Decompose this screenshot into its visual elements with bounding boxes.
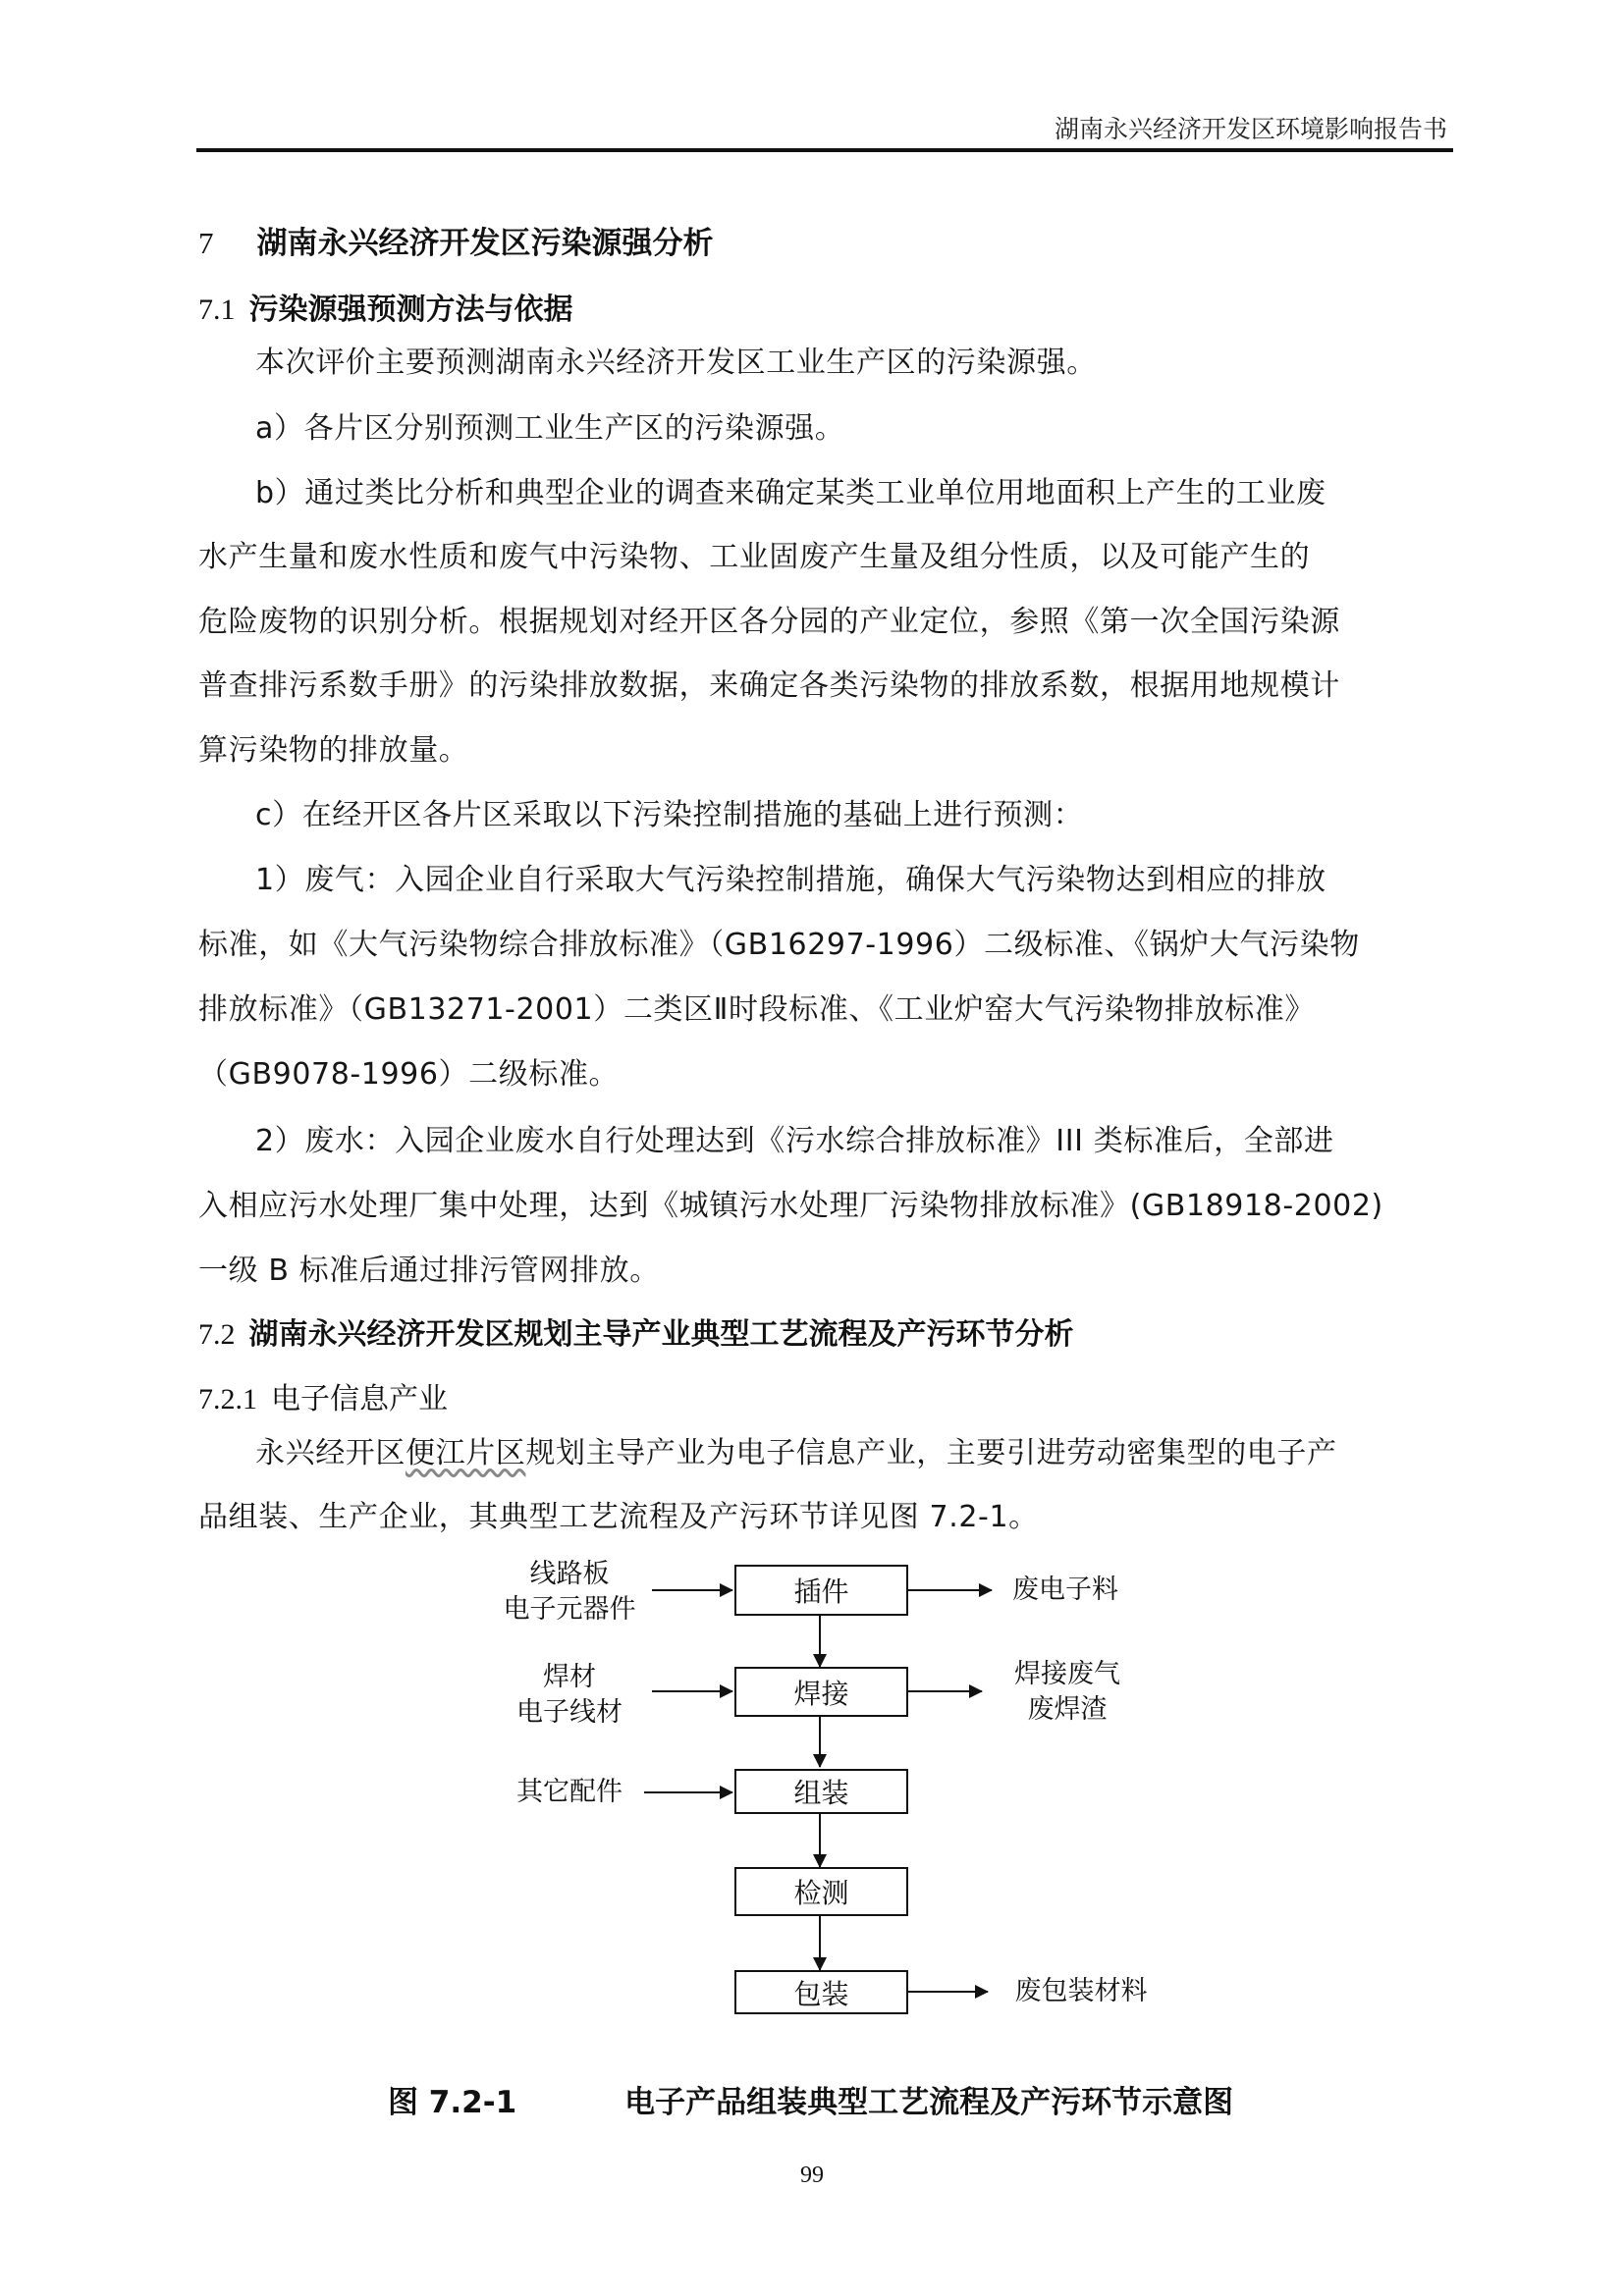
text-segment: 规划主导产业为电子信息产业，主要引进劳动密集型的电子产 [525, 1436, 1337, 1470]
paragraph-water-line: 入相应污水处理厂集中处理，达到《城镇污水处理厂污染物排放标准》(GB18918-2002) [198, 1189, 1383, 1223]
section-number: 7.2 [198, 1318, 236, 1351]
paragraph-b-line: 危险废物的识别分析。根据规划对经开区各分园的产业定位，参照《第一次全国污染源 [198, 605, 1340, 639]
paragraph-gas-line: 排放标准》（GB13271-2001）二类区Ⅱ时段标准、《工业炉窑大气污染物排放标准》 [198, 992, 1315, 1027]
paragraph-b-line: 普查排污系数手册》的污染排放数据，来确定各类污染物的排放系数，根据用地规模计 [198, 668, 1340, 703]
paragraph-c: c）在经开区各片区采取以下污染控制措施的基础上进行预测： [255, 798, 1084, 832]
flow-step-insertion: 插件 [734, 1565, 908, 1616]
paragraph-gas-line: 1）废气：入园企业自行采取大气污染控制措施，确保大气污染物达到相应的排放 [255, 863, 1326, 897]
page-number: 99 [800, 2163, 824, 2188]
figure-label: 图 7.2-1 [388, 2085, 517, 2120]
flow-output-label [994, 1657, 1141, 1728]
input-line: 焊材 [543, 1662, 596, 1692]
input-line: 电子线材 [516, 1697, 623, 1728]
section-title: 污染源强预测方法与依据 [248, 293, 573, 327]
paragraph-intro: 本次评价主要预测湖南永兴经济开发区工业生产区的污染源强。 [255, 346, 1097, 380]
output-line: 废包装材料 [1014, 1976, 1148, 2006]
flow-step-inspection: 检测 [734, 1867, 908, 1916]
paragraph-water-line: 一级 B 标准后通过排污管网排放。 [198, 1254, 660, 1288]
paragraph-a: a）各片区分别预测工业生产区的污染源强。 [255, 411, 845, 446]
flow-output-label [998, 1974, 1164, 2009]
section-number: 7.1 [198, 294, 236, 326]
input-line: 线路板 [529, 1559, 610, 1589]
paragraph-b-line: 算污染物的排放量。 [198, 733, 469, 768]
text-segment: 永兴经开区 [255, 1436, 406, 1470]
chapter-title: 湖南永兴经济开发区污染源强分析 [256, 226, 714, 261]
figure-caption [388, 2077, 1233, 2121]
figure-title: 电子产品组装典型工艺流程及产污环节示意图 [624, 2085, 1234, 2120]
flow-step-welding: 焊接 [734, 1667, 908, 1717]
running-header-title: 湖南永兴经济开发区环境影响报告书 [1054, 115, 1447, 143]
output-line: 废焊渣 [1027, 1694, 1108, 1725]
output-line: 废电子料 [1012, 1575, 1118, 1605]
flow-input-label [506, 1775, 633, 1810]
flow-step-packaging: 包装 [734, 1970, 908, 2014]
input-line: 其它配件 [516, 1777, 623, 1807]
paragraph-electronics-line2: 品组装、生产企业，其典型工艺流程及产污环节详见图 7.2-1。 [198, 1500, 1039, 1534]
flow-output-label [1001, 1573, 1129, 1608]
flow-step-assembly: 组装 [734, 1769, 908, 1814]
paragraph-gas-line: （GB9078-1996）二级标准。 [198, 1057, 620, 1092]
section-number: 7.2.1 [198, 1383, 257, 1415]
paragraph-b-line: b）通过类比分析和典型企业的调查来确定某类工业单位用地面积上产生的工业废 [255, 476, 1326, 510]
paragraph-water-line: 2）废水：入园企业废水自行处理达到《污水综合排放标准》III 类标准后，全部进 [255, 1124, 1334, 1158]
paragraph-b-line: 水产生量和废水性质和废气中污染物、工业固废产生量及组分性质，以及可能产生的 [198, 540, 1311, 574]
chapter-number: 7 [198, 226, 214, 260]
flow-input-label [496, 1660, 643, 1731]
output-line: 焊接废气 [1014, 1659, 1120, 1689]
section-title: 湖南永兴经济开发区规划主导产业典型工艺流程及产污环节分析 [248, 1317, 1074, 1352]
paragraph-gas-line: 标准，如《大气污染物综合排放标准》（GB16297-1996）二级标准、《锅炉大气污染物 [198, 928, 1360, 962]
flow-input-label [496, 1557, 643, 1628]
input-line: 电子元器件 [503, 1594, 636, 1625]
spellcheck-underlined-text: 便江片区 [406, 1436, 526, 1470]
section-title: 电子信息产业 [271, 1382, 448, 1416]
